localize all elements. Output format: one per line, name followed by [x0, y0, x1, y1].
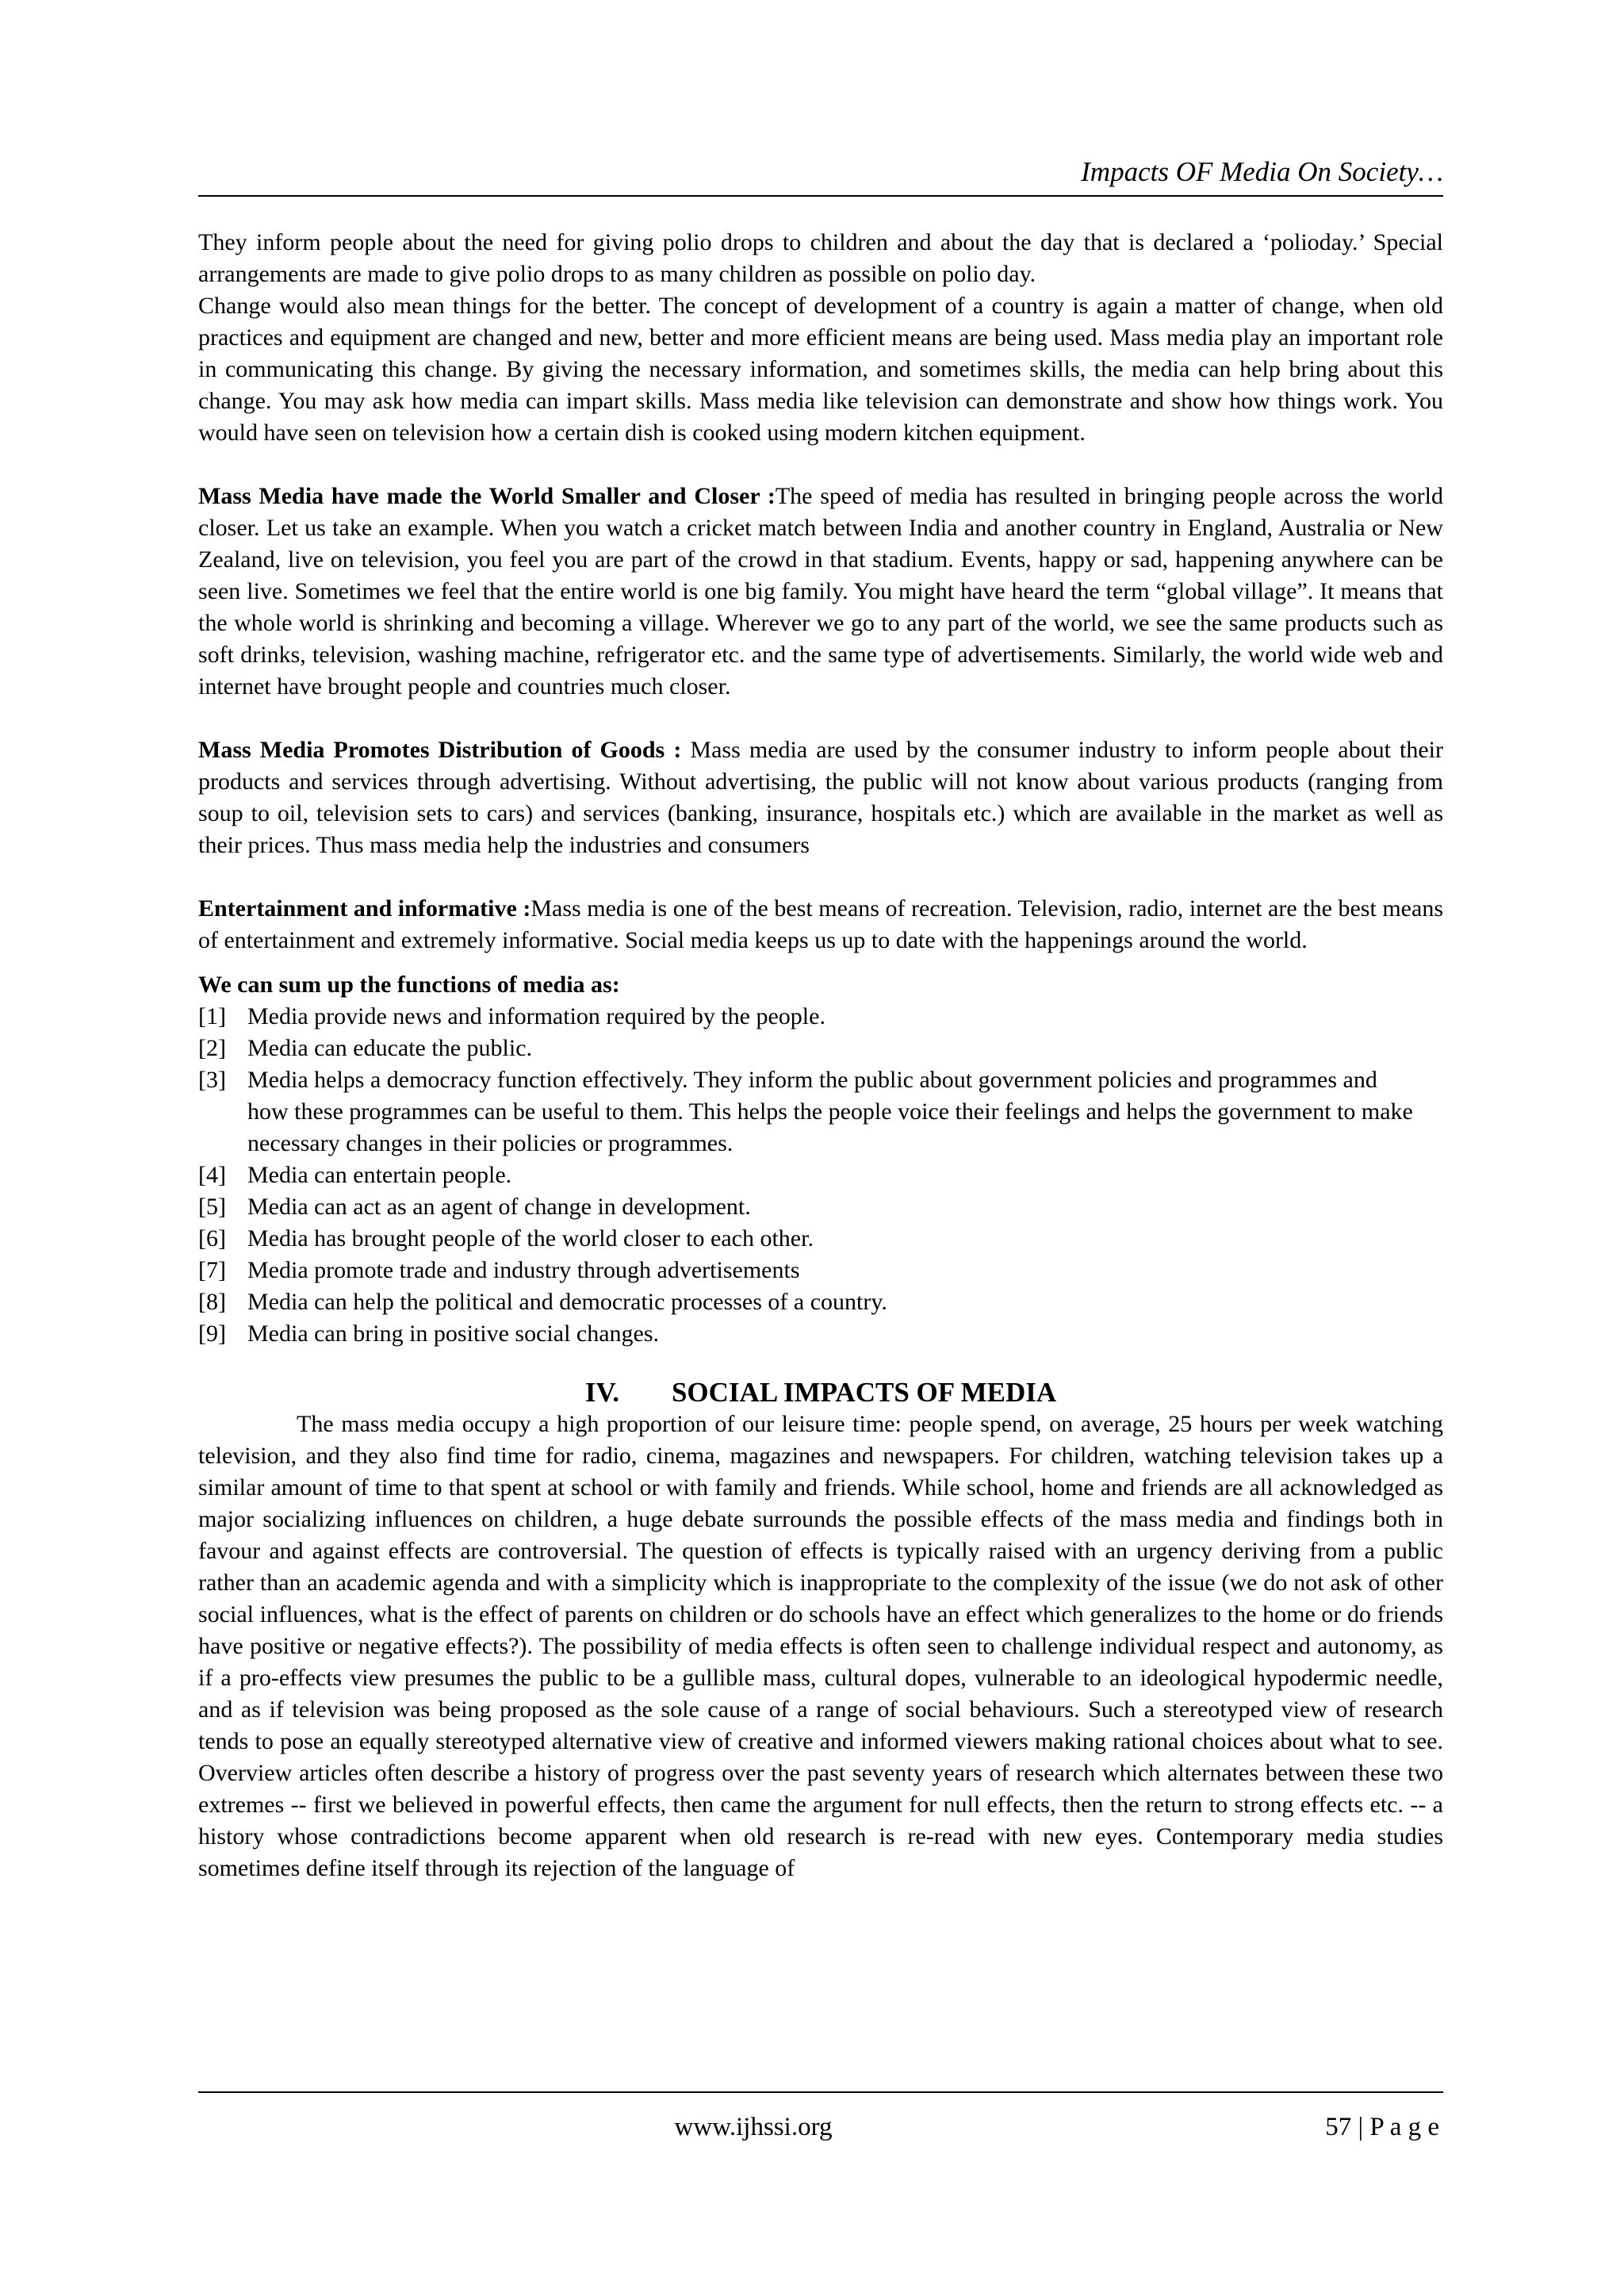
run-in-heading-world-smaller: Mass Media have made the World Smaller and Closer : [198, 483, 776, 509]
list-item-text: Media provide news and information required by the people. [247, 1003, 825, 1029]
paragraph-change: Change would also mean things for the better. The concept of development of a country is again a matter of change, when old practices and equipment are changed and new, better and more efficient means are being used. Mass media play an important role in communicating this change. By giving the necessary information, and sometimes skills, the media can help bring about this change. You may ask how media can impart skills. Mass media like television can demonstrate and show how things work. You would have seen on television how a certain dish is cooked using modern kitchen equipment. [198, 293, 1443, 446]
list-item-text: Media has brought people of the world closer to each other. [247, 1225, 814, 1251]
list-item-number: [1] [198, 1003, 226, 1029]
run-in-heading-entertainment: Entertainment and informative : [198, 895, 531, 922]
footer-website: www.ijhssi.org [674, 2113, 833, 2141]
run-in-heading-distribution: Mass Media Promotes Distribution of Goods : [198, 737, 682, 763]
list-item [198, 1064, 1443, 1159]
paragraph-entertainment [198, 893, 1443, 956]
header-rule [198, 195, 1443, 197]
functions-list [198, 1001, 1443, 1350]
body-text [198, 227, 1443, 1884]
list-item-number: [7] [198, 1257, 226, 1283]
running-header: Impacts OF Media On Society… [1081, 156, 1443, 187]
list-item-number: [2] [198, 1035, 226, 1061]
list-item [198, 1033, 1443, 1064]
list-item [198, 1286, 1443, 1318]
section-number: IV. [584, 1377, 619, 1408]
footer-rule [198, 2091, 1443, 2093]
list-item [198, 1191, 1443, 1223]
functions-heading: We can sum up the functions of media as: [198, 972, 620, 998]
list-item-number: [5] [198, 1194, 226, 1220]
paragraph-polio: They inform people about the need for giving polio drops to children and about the day that is declared a ‘polioday.’ Special arrangements are made to give polio drops to as many children as possible on polio day. [198, 229, 1443, 287]
footer-page-number: 57 | P a g e [1325, 2113, 1439, 2141]
list-item-text: Media can help the political and democratic processes of a country. [247, 1289, 887, 1315]
section-title: SOCIAL IMPACTS OF MEDIA [671, 1377, 1057, 1408]
list-item-number: [6] [198, 1225, 226, 1251]
list-item-text: Media can bring in positive social changes. [247, 1320, 660, 1347]
list-item-number: [8] [198, 1289, 226, 1315]
list-item-number: [4] [198, 1162, 226, 1188]
list-item [198, 1318, 1443, 1350]
paragraph-distribution [198, 734, 1443, 861]
list-item-number: [9] [198, 1320, 226, 1347]
paragraph-social-impacts: The mass media occupy a high proportion of our leisure time: people spend, on average, 25 hours per week watching television, and they also find time for radio, cinema, magazines and newspapers. For children, watching television takes up a similar amount of time to that spent at school or with family and friends. While school, home and friends are all acknowledged as major socializing influences on children, a huge debate surrounds the possible effects of the mass media and findings both in favour and against effects are controversial. The question of effects is typically raised with an urgency deriving from a public rather than an academic agenda and with a simplicity which is inappropriate to the complexity of the issue (we do not ask of other social influences, what is the effect of parents on children or do schools have an effect which generalizes to the home or do friends have positive or negative effects?). The possibility of media effects is often seen to challenge individual respect and autonomy, as if a pro-effects view presumes the public to be a gullible mass, cultural dopes, vulnerable to an ideological hypodermic needle, and as if television was being proposed as the sole cause of a range of social behaviours. Such a stereotyped view of research tends to pose an equally stereotyped alternative view of creative and informed viewers making rational choices about what to see. Overview articles often describe a history of progress over the past seventy years of research which alternates between these two extremes -- first we believed in powerful effects, then came the argument for null effects, then the return to strong effects etc. -- a history whose contradictions become apparent when old research is re-read with new eyes. Contemporary media studies sometimes define itself through its rejection of the language of [198, 1411, 1443, 1881]
entertainment-text: Mass media is one of the best means of recreation. Television, radio, internet are the best means of entertainment and extremely informative. Social media keeps us up to date with the happenings around the world. [198, 895, 1443, 953]
list-item-text: Media can act as an agent of change in development. [247, 1194, 751, 1220]
list-item [198, 1255, 1443, 1286]
list-item [198, 1001, 1443, 1033]
list-item-text: Media can educate the public. [247, 1035, 533, 1061]
world-smaller-text: The speed of media has resulted in bringing people across the world closer. Let us take an example. When you watch a cricket match between India and another country in England, Australia or New Zealand, live on television, you feel you are part of the crowd in that stadium. Events, happy or sad, happening anywhere can be seen live. Sometimes we feel that the entire world is one big family. You might have heard the term “global village”. It means that the whole world is shrinking and becoming a village. Wherever we go to any part of the world, we see the same products such as soft drinks, television, washing machine, refrigerator etc. and the same type of advertisements. Similarly, the world wide web and internet have brought people and countries much closer. [198, 483, 1444, 700]
paragraph-world-smaller [198, 481, 1443, 703]
list-item-number: [3] [198, 1067, 226, 1093]
distribution-text: Mass media are used by the consumer industry to inform people about their products and services through advertising. Without advertising, the public will not know about various products (ranging from soup to oil, television sets to cars) and services (banking, insurance, hospitals etc.) which are available in the market as well as their prices. Thus mass media help the industries and consumers [198, 737, 1443, 858]
list-item-text: Media helps a democracy function effectively. They inform the public about government policies and programmes and how these programmes can be useful to them. This helps the people voice their feelings and helps the government to make necessary changes in their policies or programmes. [247, 1067, 1413, 1156]
list-item [198, 1223, 1443, 1255]
list-item-text: Media can entertain people. [247, 1162, 512, 1188]
list-item [198, 1159, 1443, 1191]
list-item-text: Media promote trade and industry through advertisements [247, 1257, 800, 1283]
section-heading [198, 1377, 1443, 1409]
